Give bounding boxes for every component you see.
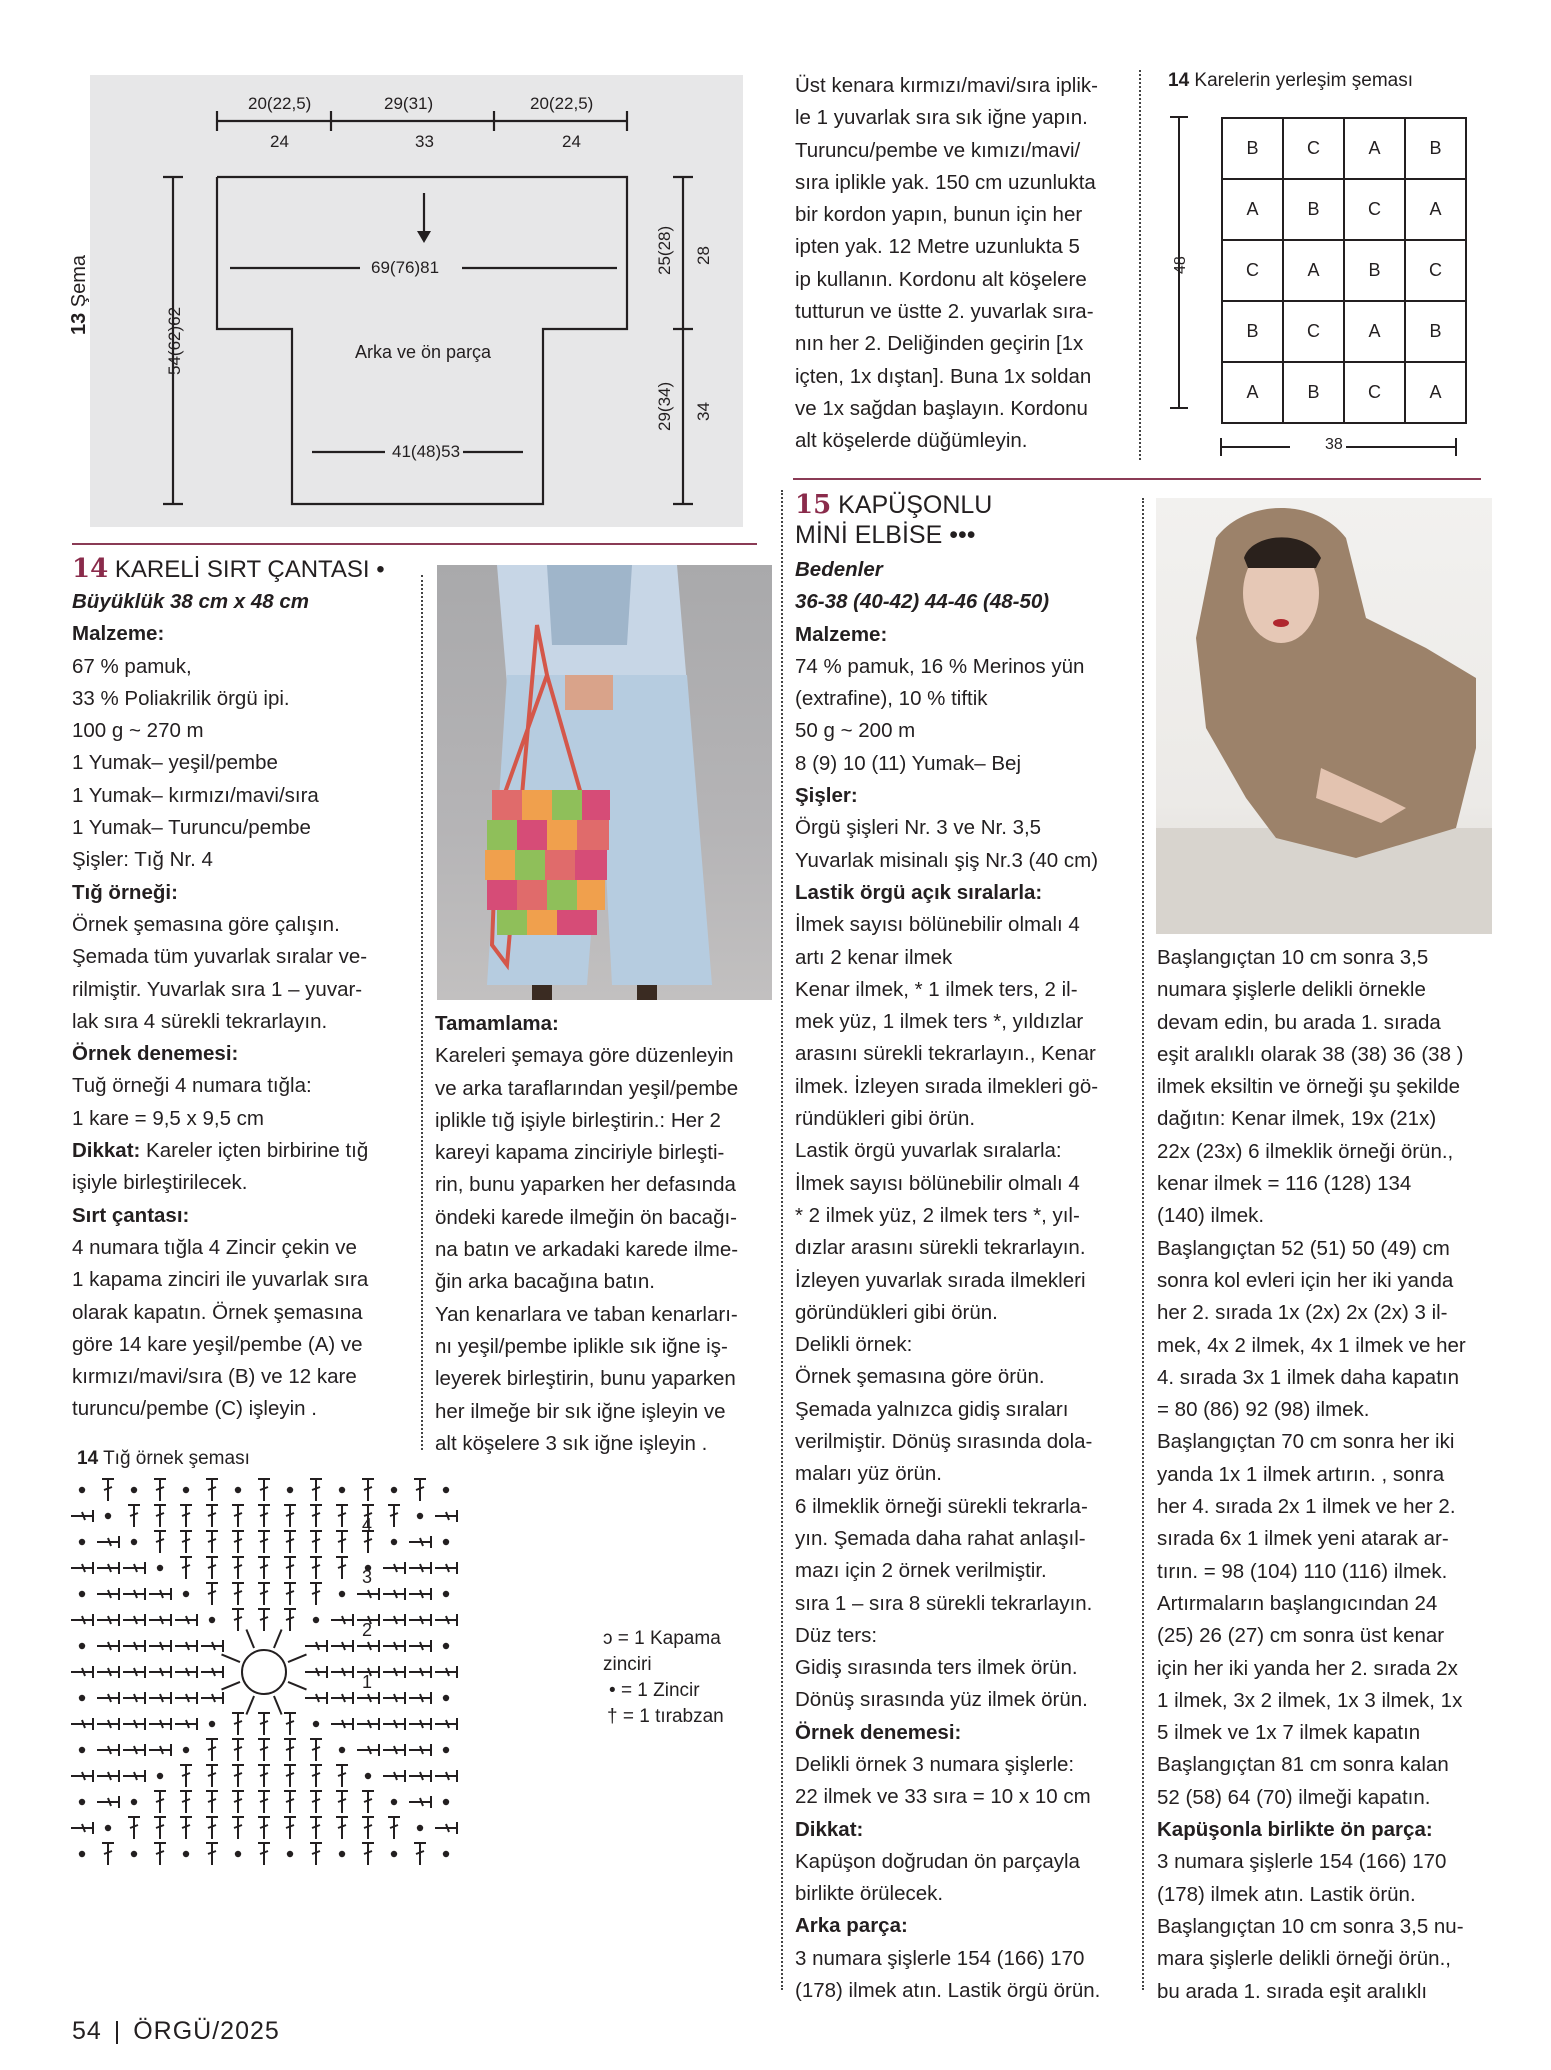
double-crochet-mark	[71, 1510, 93, 1522]
top-dim-1b: 24	[270, 132, 289, 151]
double-crochet-mark	[258, 1713, 270, 1735]
double-crochet-mark	[206, 1505, 218, 1527]
double-crochet-mark	[409, 1744, 431, 1756]
chain-stitch-mark	[209, 1721, 215, 1727]
double-crochet-mark	[71, 1822, 93, 1834]
double-crochet-mark	[435, 1770, 457, 1782]
double-crochet-mark	[409, 1796, 431, 1808]
chain-stitch-mark	[79, 1695, 85, 1701]
chain-stitch-mark	[339, 1851, 345, 1857]
double-crochet-mark	[149, 1614, 171, 1626]
double-crochet-mark	[331, 1640, 353, 1652]
top-dim-3b: 24	[562, 132, 581, 151]
column-4-text: Başlangıçtan 10 cm sonra 3,5 numara şişlerle delikli örnekle devam edin, bu arada 1. sırada eşit aralıklı olarak 38 (38) 36 (38 ) ilmek eksiltin ve örneği şu şekilde dağıtın: Kenar ilmek, 19x (21x) 22x (23x) 6 ilmeklik örneği örün., kenar ilmek = 116 (128) 134 (140) ilmek. Başlangıçtan 52 (51) 50 (49) cm sonra kol evleri için her iki yanda her 2. sırada 1x (2x) 2x (2x) 3 il- mek, 4x 2 ilmek, 4x 1 ilmek ve her 4. sırada 3x 1 ilmek daha kapatın = 80 (86) 92 (98) ilmek. Başlangıçtan 70 cm sonra her iki yanda 1x 1 ilmek artırın. , sonra her 4. sırada 2x 1 ilmek ve her 2. sırada 6x 1 ilmek yeni atarak ar- tırın. = 98 (104) 110 (116) ilmek. Artırmaların başlangıcından 24 (25) 26 (27) cm sonra üst kenar için her iki yanda her 2. sırada 2x 1 ilmek, 3x 2 ilmek, 1x 3 ilmek, 1x 5 ilmek ve 1x 7 ilmek kapatın Başlangıçtan 81 cm sonra kalan 52 (58) 64 (70) ilmeği kapatın. Kapüşonla birlikte ön parça: 3 numara şişlerle 154 (166) 170 (178) ilmek atın. Lastik örün. Başlangıçtan 10 cm sonra 3,5 nu- mara şişlerle delikli örneği örün., bu arada 1. sırada eşit aralıklı	[1157, 946, 1466, 2003]
double-crochet-mark	[232, 1791, 244, 1813]
double-crochet-mark	[97, 1744, 119, 1756]
chain-stitch-mark	[443, 1747, 449, 1753]
double-crochet-mark	[180, 1817, 192, 1839]
double-crochet-mark	[206, 1557, 218, 1579]
double-crochet-mark	[206, 1843, 218, 1865]
double-crochet-mark	[357, 1588, 379, 1600]
double-crochet-mark	[128, 1817, 140, 1839]
double-crochet-mark	[154, 1843, 166, 1865]
double-crochet-mark	[305, 1640, 327, 1652]
chain-stitch-mark	[365, 1773, 371, 1779]
double-crochet-mark	[232, 1583, 244, 1605]
double-crochet-mark	[409, 1562, 431, 1574]
double-crochet-mark	[305, 1692, 327, 1704]
grid-cell: B	[1283, 362, 1344, 423]
double-crochet-mark	[246, 1696, 254, 1714]
double-crochet-mark	[336, 1817, 348, 1839]
chain-stitch-mark	[391, 1539, 397, 1545]
round-label-3: 3	[362, 1567, 373, 1587]
double-crochet-mark	[284, 1583, 296, 1605]
double-crochet-mark	[154, 1531, 166, 1553]
double-crochet-mark	[310, 1843, 322, 1865]
grid-cell: B	[1222, 301, 1283, 362]
double-crochet-mark	[383, 1640, 405, 1652]
double-crochet-mark	[310, 1505, 322, 1527]
double-crochet-mark	[154, 1505, 166, 1527]
chain-stitch-mark	[131, 1539, 137, 1545]
schema-13-number: 13	[68, 312, 90, 335]
double-crochet-mark	[97, 1562, 119, 1574]
section-14-body: Büyüklük 38 cm x 48 cm Malzeme: 67 % pamuk, 33 % Poliakrilik örgü ipi. 100 g ~ 270 m 1 Yumak– yeşil/pembe 1 Yumak– kırmızı/mavi/sıra 1 Yumak– Turuncu/pembe Şişler: Tığ Nr. 4 Tığ örneği: Örnek şemasına göre çalışın. Şemada tüm yuvarlak sıralar ve- rilmiştir. Yuvarlak sıra 1 – yuvar- lak sıra 4 sürekli tekrarlayın. Örnek denemesi: Tuğ örneği 4 numara tığla: 1 kare = 9,5 x 9,5 cm Dikkat: Kareler içten birbirine tığ işiyle birleştirilecek. Sırt çantası: 4 numara tığla 4 Zincir çekin ve 1 kapama zinciri ile yuvarlak sıra olarak kapatın. Örnek şemasına göre 14 kare yeşil/pembe (A) ve kırmızı/mavi/sıra (B) ve 12 kare turuncu/pembe (C) işleyin .	[72, 590, 369, 1421]
top-dim-2b: 33	[415, 132, 434, 151]
double-crochet-mark	[71, 1718, 93, 1730]
chain-stitch-mark	[417, 1825, 423, 1831]
chain-stitch-mark	[79, 1851, 85, 1857]
double-crochet-mark	[362, 1817, 374, 1839]
double-crochet-mark	[362, 1479, 374, 1501]
chain-stitch-mark	[443, 1643, 449, 1649]
double-crochet-mark	[331, 1614, 353, 1626]
double-crochet-mark	[284, 1505, 296, 1527]
double-crochet-mark	[123, 1718, 145, 1730]
chain-stitch-mark	[79, 1591, 85, 1597]
chain-stitch-mark	[391, 1487, 397, 1493]
footer-separator: |	[113, 2017, 122, 2045]
double-crochet-mark	[409, 1666, 431, 1678]
double-crochet-mark	[180, 1765, 192, 1787]
chain-stitch-mark	[131, 1487, 137, 1493]
double-crochet-mark	[258, 1765, 270, 1787]
double-crochet-mark	[435, 1562, 457, 1574]
double-crochet-mark	[201, 1692, 223, 1704]
chain-stitch-icon: •	[609, 1680, 616, 1701]
double-crochet-mark	[336, 1531, 348, 1553]
double-crochet-mark	[180, 1531, 192, 1553]
double-crochet-mark	[258, 1531, 270, 1553]
double-crochet-mark	[175, 1614, 197, 1626]
column-divider-left	[421, 575, 423, 1450]
chain-stitch-mark	[79, 1747, 85, 1753]
double-crochet-mark	[409, 1640, 431, 1652]
chain-stitch-mark	[157, 1565, 163, 1571]
double-crochet-mark	[310, 1791, 322, 1813]
double-crochet-mark	[331, 1666, 353, 1678]
double-crochet-mark	[357, 1692, 379, 1704]
piece-label: Arka ve ön parça	[355, 342, 492, 362]
double-crochet-mark	[149, 1718, 171, 1730]
double-crochet-mark	[409, 1536, 431, 1548]
double-crochet-mark	[180, 1791, 192, 1813]
double-crochet-mark	[232, 1557, 244, 1579]
double-crochet-mark	[97, 1640, 119, 1652]
double-crochet-mark	[128, 1505, 140, 1527]
double-crochet-mark	[383, 1588, 405, 1600]
double-crochet-mark	[232, 1531, 244, 1553]
chain-stitch-mark	[235, 1487, 241, 1493]
double-crochet-mark	[284, 1531, 296, 1553]
double-crochet-mark	[383, 1666, 405, 1678]
double-crochet-mark	[206, 1583, 218, 1605]
backpack-photo	[437, 565, 772, 1000]
chain-stitch-mark	[443, 1799, 449, 1805]
double-crochet-mark	[180, 1557, 192, 1579]
double-crochet-mark	[310, 1531, 322, 1553]
double-crochet-mark	[206, 1531, 218, 1553]
double-crochet-mark	[258, 1739, 270, 1761]
double-crochet-icon: †	[607, 1706, 618, 1727]
double-crochet-mark	[71, 1770, 93, 1782]
double-crochet-mark	[258, 1843, 270, 1865]
grid-cell: A	[1344, 301, 1405, 362]
double-crochet-mark	[357, 1744, 379, 1756]
double-crochet-mark	[149, 1640, 171, 1652]
chain-stitch-mark	[131, 1851, 137, 1857]
double-crochet-mark	[336, 1791, 348, 1813]
top-dim-2a: 29(31)	[384, 94, 434, 113]
double-crochet-mark	[435, 1614, 457, 1626]
rule-left	[72, 543, 757, 545]
double-crochet-mark	[310, 1557, 322, 1579]
magic-ring-mark	[242, 1650, 286, 1694]
stitch-chart-title: 14 Tığ örnek şeması	[77, 1448, 250, 1469]
double-crochet-mark	[258, 1791, 270, 1813]
double-crochet-mark	[246, 1630, 254, 1648]
grid-cell: C	[1344, 179, 1405, 240]
double-crochet-mark	[331, 1692, 353, 1704]
grid-cell: B	[1405, 301, 1466, 362]
column-divider-right	[1142, 498, 1144, 1990]
stitch-legend: ↄ = 1 Kapama zinciri • = 1 Zincir † = 1 tırabzan	[603, 1628, 724, 1727]
placement-width-label: 38	[1322, 436, 1346, 454]
chain-stitch-mark	[79, 1539, 85, 1545]
double-crochet-mark	[336, 1505, 348, 1527]
double-crochet-mark	[336, 1557, 348, 1579]
double-crochet-mark	[232, 1817, 244, 1839]
double-crochet-mark	[222, 1682, 240, 1690]
double-crochet-mark	[284, 1739, 296, 1761]
double-crochet-mark	[149, 1588, 171, 1600]
double-crochet-mark	[409, 1770, 431, 1782]
double-crochet-mark	[409, 1692, 431, 1704]
placement-dimension-lines	[1160, 110, 1460, 470]
double-crochet-mark	[154, 1791, 166, 1813]
double-crochet-mark	[71, 1666, 93, 1678]
double-crochet-mark	[123, 1614, 145, 1626]
grid-cell: A	[1405, 362, 1466, 423]
placement-title: 14 Karelerin yerleşim şeması	[1168, 70, 1413, 91]
double-crochet-mark	[123, 1744, 145, 1756]
double-crochet-mark	[175, 1692, 197, 1704]
chain-stitch-mark	[105, 1825, 111, 1831]
double-crochet-mark	[284, 1765, 296, 1787]
chain-stitch-mark	[391, 1799, 397, 1805]
double-crochet-mark	[97, 1666, 119, 1678]
double-crochet-mark	[258, 1505, 270, 1527]
double-crochet-mark	[414, 1843, 426, 1865]
finishing-text: Tamamlama: Kareleri şemaya göre düzenleyin ve arka taraflarından yeşil/pembe iplikle tığ işiyle birleştirin.: Her 2 kareyi kapama zinciriyle birleşti- rin, bunu yaparken her defasında öndeki karede ilmeğin ön bacağı- na batın ve arkadaki karede ilme- ğin arka bacağına batın. Yan kenarlara ve taban kenarları- nı yeşil/pembe iplikle sık iğne iş- leyerek birleştirin, bunu yaparken her ilmeğe bir sık iğne işleyin ve alt köşelere 3 sık iğne işleyin .	[435, 1012, 739, 1455]
magazine-name: ÖRGÜ/2025	[133, 2017, 280, 2045]
grid-cell: C	[1344, 362, 1405, 423]
double-crochet-mark	[258, 1557, 270, 1579]
stitch-chart	[70, 1478, 590, 1988]
double-crochet-mark	[383, 1770, 405, 1782]
grid-cell: C	[1405, 240, 1466, 301]
grid-cell: C	[1283, 301, 1344, 362]
grid-cell: C	[1222, 240, 1283, 301]
chain-stitch-mark	[391, 1851, 397, 1857]
double-crochet-mark	[97, 1692, 119, 1704]
section-14-title: 14 KARELİ SIRT ÇANTASI •	[72, 554, 385, 584]
double-crochet-mark	[201, 1666, 223, 1678]
double-crochet-mark	[97, 1718, 119, 1730]
bottom-label: 41(48)53	[392, 442, 461, 461]
top-dim-3a: 20(22,5)	[530, 94, 594, 113]
rule-right	[793, 478, 1481, 480]
double-crochet-mark	[274, 1696, 282, 1714]
double-crochet-mark	[123, 1588, 145, 1600]
chain-stitch-mark	[313, 1617, 319, 1623]
double-crochet-mark	[97, 1614, 119, 1626]
round-label-4: 4	[362, 1515, 373, 1535]
double-crochet-mark	[258, 1609, 270, 1631]
double-crochet-mark	[102, 1843, 114, 1865]
chain-stitch-mark	[443, 1539, 449, 1545]
double-crochet-mark	[435, 1718, 457, 1730]
double-crochet-mark	[409, 1614, 431, 1626]
double-crochet-mark	[175, 1718, 197, 1730]
double-crochet-mark	[232, 1713, 244, 1735]
double-crochet-mark	[310, 1583, 322, 1605]
chain-stitch-mark	[79, 1487, 85, 1493]
chain-stitch-mark	[183, 1591, 189, 1597]
round-label-1: 1	[362, 1672, 373, 1692]
double-crochet-mark	[149, 1692, 171, 1704]
double-crochet-mark	[362, 1843, 374, 1865]
double-crochet-mark	[435, 1666, 457, 1678]
double-crochet-mark	[206, 1739, 218, 1761]
chain-stitch-mark	[339, 1747, 345, 1753]
chain-stitch-mark	[287, 1487, 293, 1493]
double-crochet-mark	[310, 1479, 322, 1501]
double-crochet-mark	[362, 1791, 374, 1813]
double-crochet-mark	[180, 1505, 192, 1527]
double-crochet-mark	[388, 1817, 400, 1839]
double-crochet-mark	[284, 1609, 296, 1631]
hooded-dress-illustration	[1156, 498, 1492, 934]
grid-cell: B	[1344, 240, 1405, 301]
grid-cell: B	[1283, 179, 1344, 240]
double-crochet-mark	[222, 1654, 240, 1662]
double-crochet-mark	[71, 1614, 93, 1626]
double-crochet-mark	[258, 1817, 270, 1839]
chain-stitch-mark	[209, 1617, 215, 1623]
double-crochet-mark	[123, 1692, 145, 1704]
double-crochet-mark	[288, 1654, 306, 1662]
double-crochet-mark	[97, 1770, 119, 1782]
double-crochet-mark	[102, 1479, 114, 1501]
double-crochet-mark	[383, 1692, 405, 1704]
chain-stitch-mark	[183, 1487, 189, 1493]
double-crochet-mark	[305, 1666, 327, 1678]
double-crochet-mark	[201, 1640, 223, 1652]
grid-cell: A	[1283, 240, 1344, 301]
chain-stitch-mark	[131, 1799, 137, 1805]
top-dim-1a: 20(22,5)	[248, 94, 312, 113]
grid-cell: A	[1222, 362, 1283, 423]
schema-13-panel: 13 Şema 20(22,5) 29(31) 20(22,5) 24 33 24 69(76)81 Arka ve ön parça 41(48)53 54(62)62 25(28) 28 29(34) 34	[90, 75, 743, 527]
column-3-top-text: Üst kenara kırmızı/mavi/sıra iplik- le 1 yuvarlak sıra sık iğne yapın. Turuncu/pembe ve kımızı/mavi/ sıra iplikle yak. 150 cm uzunlukta bir kordon yapın, bunun için her ipten yak. 12 Metre uzunlukta 5 ip kullanın. Kordonu alt köşelere tutturun ve üstte 2. yuvarlak sıra- nın her 2. Deliğinden geçirin [1x içten, 1x dıştan]. Buna 1x soldan ve 1x sağdan başlayın. Kordonu alt köşelerde düğümleyin.	[795, 74, 1098, 453]
double-crochet-mark	[288, 1682, 306, 1690]
double-crochet-mark	[71, 1562, 93, 1574]
double-crochet-mark	[383, 1744, 405, 1756]
double-crochet-mark	[284, 1713, 296, 1735]
double-crochet-mark	[232, 1765, 244, 1787]
backpack-photo-illustration	[437, 565, 772, 1000]
double-crochet-mark	[409, 1588, 431, 1600]
double-crochet-mark	[258, 1583, 270, 1605]
double-crochet-mark	[232, 1609, 244, 1631]
grid-cell: A	[1222, 179, 1283, 240]
double-crochet-mark	[175, 1640, 197, 1652]
chain-stitch-mark	[183, 1747, 189, 1753]
chain-stitch-mark	[235, 1851, 241, 1857]
column-divider-top	[1139, 70, 1141, 460]
grid-cell: B	[1222, 118, 1283, 179]
chain-stitch-mark	[443, 1851, 449, 1857]
width-label: 69(76)81	[371, 258, 440, 277]
double-crochet-mark	[357, 1640, 379, 1652]
chain-stitch-mark	[443, 1591, 449, 1597]
double-crochet-mark	[383, 1614, 405, 1626]
double-crochet-mark	[154, 1817, 166, 1839]
schema-13-title	[68, 225, 98, 335]
double-crochet-mark	[284, 1817, 296, 1839]
double-crochet-mark	[232, 1505, 244, 1527]
double-crochet-mark	[154, 1479, 166, 1501]
double-crochet-mark	[435, 1510, 457, 1522]
chain-stitch-mark	[443, 1487, 449, 1493]
chain-stitch-mark	[339, 1487, 345, 1493]
schema-13-label: Şema	[68, 254, 90, 308]
double-crochet-mark	[414, 1479, 426, 1501]
double-crochet-mark	[206, 1791, 218, 1813]
page-number: 54	[72, 2017, 102, 2045]
grid-cell: A	[1405, 179, 1466, 240]
double-crochet-mark	[310, 1817, 322, 1839]
chain-stitch-mark	[417, 1513, 423, 1519]
double-crochet-mark	[123, 1666, 145, 1678]
chain-stitch-mark	[105, 1513, 111, 1519]
double-crochet-mark	[310, 1765, 322, 1787]
double-crochet-mark	[232, 1739, 244, 1761]
double-crochet-mark	[123, 1562, 145, 1574]
double-crochet-mark	[310, 1739, 322, 1761]
double-crochet-mark	[206, 1765, 218, 1787]
double-crochet-mark	[435, 1822, 457, 1834]
chain-stitch-mark	[313, 1721, 319, 1727]
double-crochet-mark	[331, 1718, 353, 1730]
chain-stitch-mark	[339, 1591, 345, 1597]
page-footer	[72, 2017, 280, 2046]
round-label-2: 2	[362, 1620, 373, 1640]
double-crochet-mark	[409, 1718, 431, 1730]
double-crochet-mark	[357, 1718, 379, 1730]
hooded-dress-photo	[1156, 498, 1492, 934]
double-crochet-mark	[258, 1479, 270, 1501]
double-crochet-mark	[123, 1640, 145, 1652]
double-crochet-mark	[206, 1817, 218, 1839]
grid-cell: C	[1283, 118, 1344, 179]
double-crochet-mark	[284, 1791, 296, 1813]
double-crochet-mark	[284, 1557, 296, 1579]
double-crochet-mark	[206, 1479, 218, 1501]
column-divider-middle	[781, 490, 783, 1990]
chain-stitch-mark	[287, 1851, 293, 1857]
section-15-body: Bedenler 36-38 (40-42) 44-46 (48-50) Malzeme: 74 % pamuk, 16 % Merinos yün (extrafine), 10 % tiftik 50 g ~ 200 m 8 (9) 10 (11) Yumak– Bej Şişler: Örgü şişleri Nr. 3 ve Nr. 3,5 Yuvarlak misinalı şiş Nr.3 (40 cm) Lastik örgü açık sıralarla: İlmek sayısı bölünebilir olmalı 4 artı 2 kenar ilmek Kenar ilmek, * 1 ilmek ters, 2 il- mek yüz, 1 ilmek ters *, yıldızlar arasını sürekli tekrarlayın., Kenar ilmek. İzleyen sırada ilmekleri gö- ründükleri gibi örün. Lastik örgü yuvarlak sıralarla: İlmek sayısı bölünebilir olmalı 4 * 2 ilmek yüz, 2 ilmek ters *, yıl- dızlar arasını sürekli tekrarlayın. İzleyen yuvarlak sırada ilmekleri göründükleri gibi örün. Delikli örnek: Örnek şemasına göre örün. Şemada yalnızca gidiş sıraları verilmiştir. Dönüş sırasında dola- maları yüz örün. 6 ilmeklik örneği sürekli tekrarla- yın. Şemada daha rahat anlaşıl- mazı için 2 örnek verilmiştir. sıra 1 – sıra 8 sürekli tekrarlayın. Düz ters: Gidiş sırasında ters ilmek örün. Dönüş sırasında yüz ilmek örün. Örnek denemesi: Delikli örnek 3 numara şişlerle: 22 ilmek ve 33 sıra = 10 x 10 cm Dikkat: Kapüşon doğrudan ön parçayla birlikte örülecek. Arka parça: 3 numara şişlerle 154 (166) 170 (178) ilmek atın. Lastik örgü örün.	[795, 558, 1101, 2003]
chain-stitch-mark	[443, 1695, 449, 1701]
grid-cell: A	[1344, 118, 1405, 179]
double-crochet-mark	[97, 1796, 119, 1808]
section-15-title: 15 KAPÜŞONLU MİNİ ELBİSE •••	[795, 490, 993, 549]
double-crochet-mark	[274, 1630, 282, 1648]
double-crochet-mark	[175, 1666, 197, 1678]
chain-stitch-mark	[183, 1851, 189, 1857]
double-crochet-mark	[383, 1718, 405, 1730]
double-crochet-mark	[123, 1770, 145, 1782]
slip-stitch-icon: ↄ	[603, 1628, 613, 1649]
chain-stitch-mark	[79, 1799, 85, 1805]
double-crochet-mark	[336, 1765, 348, 1787]
double-crochet-mark	[383, 1562, 405, 1574]
double-crochet-mark	[97, 1588, 119, 1600]
chain-stitch-mark	[157, 1773, 163, 1779]
chain-stitch-mark	[79, 1643, 85, 1649]
double-crochet-mark	[149, 1744, 171, 1756]
double-crochet-mark	[388, 1505, 400, 1527]
double-crochet-mark	[97, 1536, 119, 1548]
double-crochet-mark	[149, 1666, 171, 1678]
grid-cell: B	[1405, 118, 1466, 179]
